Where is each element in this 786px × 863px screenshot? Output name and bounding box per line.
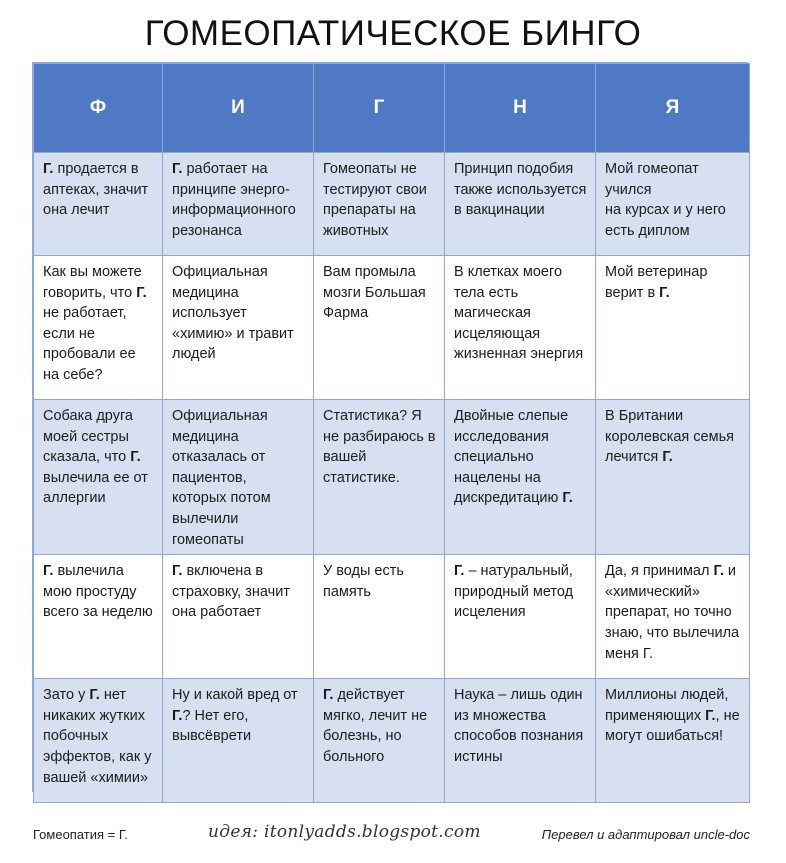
bingo-cell bbox=[34, 400, 163, 555]
abbreviation-bold: Г. bbox=[713, 563, 724, 580]
cell-text: Вам промыла мозги Большая Фарма bbox=[323, 264, 426, 322]
bingo-cell bbox=[163, 256, 314, 400]
bingo-cell bbox=[34, 153, 163, 256]
cell-text: Двойные слепые исследования специально нацелены на дискредитацию bbox=[454, 408, 569, 507]
abbreviation-bold: Г. bbox=[136, 284, 147, 301]
bingo-body bbox=[34, 153, 750, 803]
bingo-cell bbox=[34, 256, 163, 400]
cell-text: работает на принципе энерго-информационного резонанса bbox=[172, 161, 296, 239]
cell-text: действует мягко, лечит не болезнь, но больного bbox=[323, 687, 428, 765]
bingo-cell bbox=[445, 256, 596, 400]
abbreviation-bold: Г. bbox=[130, 449, 141, 466]
abbreviation-bold: Г. bbox=[323, 687, 334, 704]
cell-text: продается в аптеках, значит она лечит bbox=[43, 161, 149, 219]
column-header: Я bbox=[596, 64, 750, 153]
cell-text: включена в страховку, значит она работает bbox=[172, 563, 290, 621]
footer-legend: Гомеопатия = Г. bbox=[33, 827, 128, 842]
abbreviation-bold: Г. bbox=[172, 161, 183, 177]
bingo-card bbox=[32, 62, 748, 792]
page-title: ГОМЕОПАТИЧЕСКОЕ БИНГО bbox=[144, 14, 642, 53]
bingo-row bbox=[34, 679, 750, 803]
abbreviation-bold: Г. bbox=[43, 161, 54, 177]
column-header: Н bbox=[445, 64, 596, 153]
cell-text: вылечила мою простуду всего за неделю bbox=[43, 563, 153, 621]
abbreviation-bold: Г. bbox=[659, 284, 670, 301]
bingo-cell bbox=[445, 400, 596, 555]
cell-text: Статистика? Я не разбираюсь в вашей статистике. bbox=[323, 408, 436, 486]
cell-text: В клетках моего тела есть магическая исцеляющая жизненная энергия bbox=[454, 264, 584, 363]
cell-text: Зато у bbox=[43, 687, 90, 704]
header-row bbox=[34, 64, 750, 153]
abbreviation-bold: Г. bbox=[172, 707, 183, 724]
abbreviation-bold: Г. bbox=[43, 563, 54, 580]
abbreviation-bold: Г. bbox=[172, 563, 183, 580]
cell-text: В Британии королевская семья лечится bbox=[605, 408, 734, 466]
bingo-cell bbox=[314, 153, 445, 256]
cell-text: Мой гомеопат учился на курсах и у него есть диплом bbox=[605, 161, 726, 239]
footer-source: идея: itonlyadds.blogspot.com bbox=[208, 822, 481, 842]
abbreviation-bold: Г. bbox=[454, 563, 465, 580]
bingo-cell bbox=[314, 679, 445, 803]
bingo-cell bbox=[163, 679, 314, 803]
cell-text: Гомеопаты не тестируют свои препараты на животных bbox=[323, 161, 427, 239]
column-header: Ф bbox=[34, 64, 163, 153]
bingo-row bbox=[34, 256, 750, 400]
abbreviation-bold: Г. bbox=[562, 490, 573, 507]
bingo-row bbox=[34, 153, 750, 256]
bingo-cell bbox=[314, 400, 445, 555]
abbreviation-bold: Г. bbox=[705, 707, 716, 724]
bingo-cell bbox=[596, 153, 750, 256]
cell-text: Официальная медицина отказалась от пациентов, которых потом вылечили гомеопаты bbox=[172, 408, 271, 548]
bingo-row bbox=[34, 555, 750, 679]
cell-text: , не могут ошибаться! bbox=[605, 707, 740, 745]
bingo-cell bbox=[163, 153, 314, 256]
abbreviation-bold: Г. bbox=[89, 687, 100, 704]
cell-text: и «химический» препарат, но точно знаю, что вылечила меня Г. bbox=[605, 563, 740, 662]
bingo-cell bbox=[445, 153, 596, 256]
bingo-cell bbox=[314, 555, 445, 679]
cell-text: ? Нет его, вывсёврети bbox=[172, 707, 252, 745]
bingo-cell bbox=[314, 256, 445, 400]
bingo-cell bbox=[163, 400, 314, 555]
cell-text: У воды есть память bbox=[323, 563, 404, 600]
bingo-cell bbox=[445, 555, 596, 679]
bingo-cell bbox=[445, 679, 596, 803]
cell-text: не работает, если не пробовали ее на себе? bbox=[43, 305, 136, 383]
bingo-cell bbox=[596, 555, 750, 679]
cell-text: Ну и какой вред от bbox=[172, 687, 298, 704]
cell-text: Мой ветеринар верит в bbox=[605, 264, 708, 301]
cell-text: вылечила ее от аллергии bbox=[43, 469, 148, 507]
cell-text: Да, я принимал bbox=[605, 563, 714, 580]
cell-text: Собака друга моей сестры сказала, что bbox=[43, 408, 133, 466]
cell-text: нет никаких жутких побочных эффектов, как у вашей «химии» bbox=[43, 687, 152, 786]
column-header: Г bbox=[314, 64, 445, 153]
bingo-cell bbox=[34, 679, 163, 803]
column-header: И bbox=[163, 64, 314, 153]
cell-text: Принцип подобия также используется в вакцинации bbox=[454, 161, 587, 219]
abbreviation-bold: Г. bbox=[662, 449, 673, 466]
footer-credit: Перевел и адаптировал uncle-doc bbox=[541, 827, 750, 842]
bingo-cell bbox=[596, 400, 750, 555]
bingo-row bbox=[34, 400, 750, 555]
cell-text: – натуральный, природный метод исцеления bbox=[454, 563, 574, 621]
cell-text: Официальная медицина использует «химию» и травит людей bbox=[172, 264, 294, 363]
bingo-table bbox=[33, 63, 750, 803]
cell-text: Наука – лишь один из множества способов познания истины bbox=[454, 687, 584, 765]
bingo-cell bbox=[596, 256, 750, 400]
cell-text: Как вы можете говорить, что bbox=[43, 264, 142, 301]
bingo-cell bbox=[596, 679, 750, 803]
cell-text: Миллионы людей, применяющих bbox=[605, 687, 729, 724]
bingo-cell bbox=[163, 555, 314, 679]
bingo-cell bbox=[34, 555, 163, 679]
